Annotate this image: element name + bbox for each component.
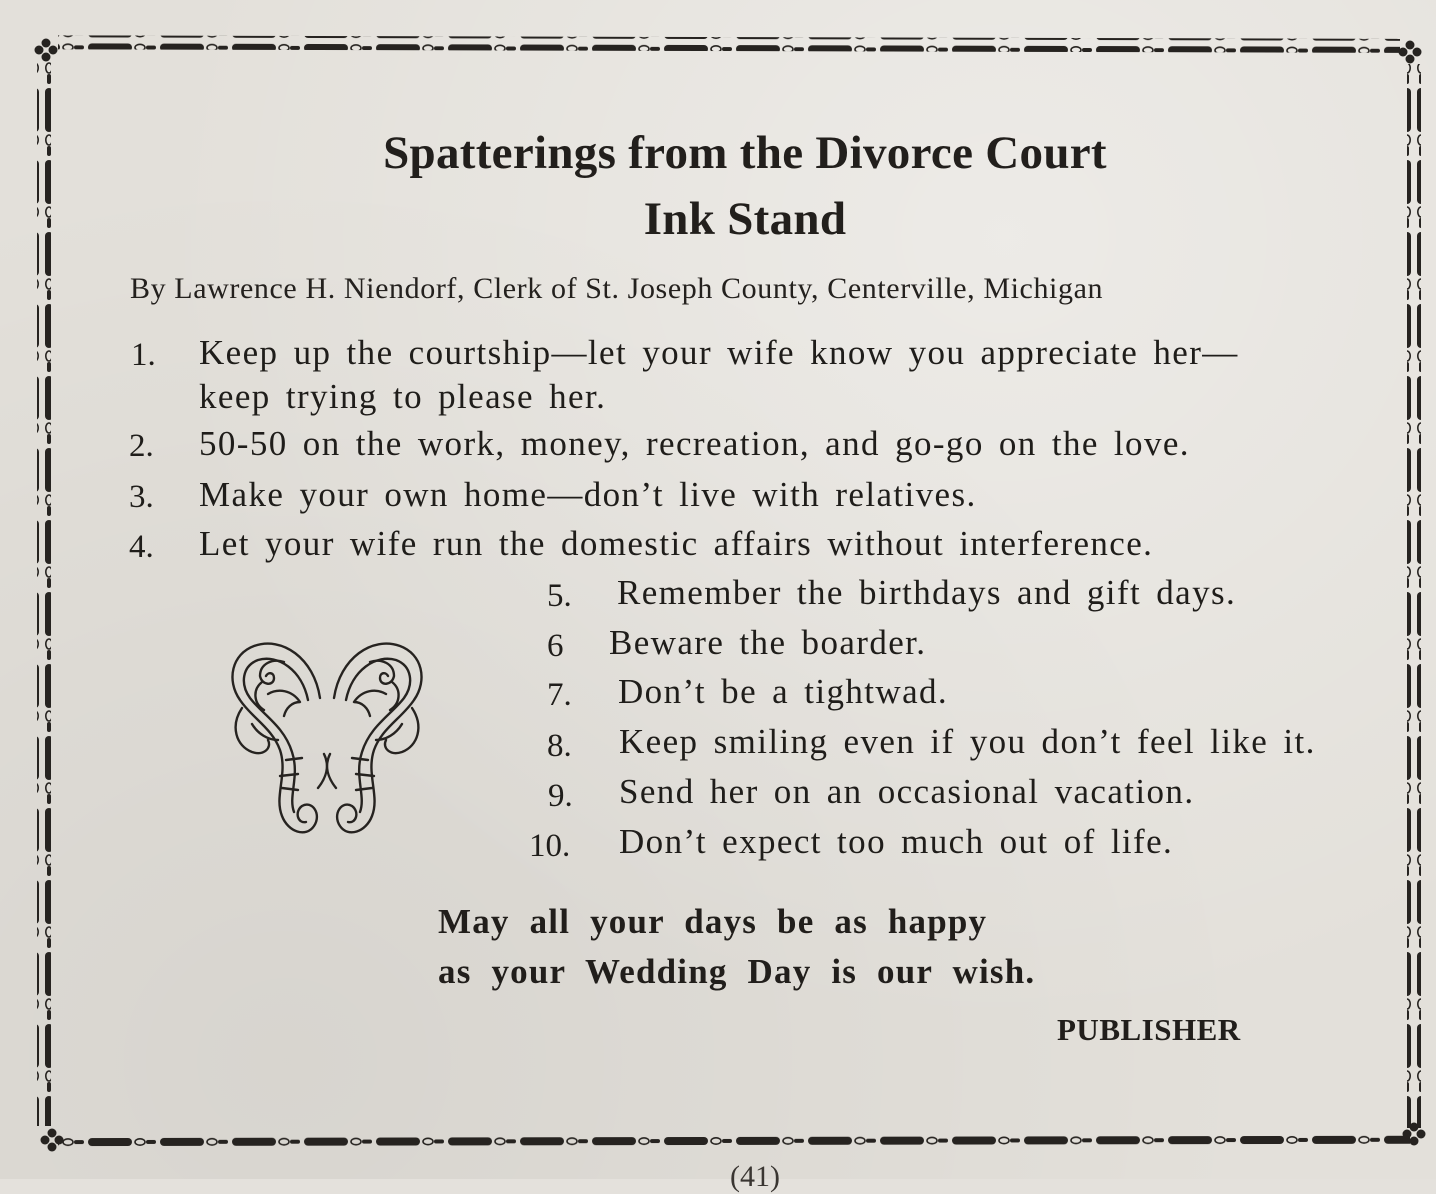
byline: By Lawrence H. Niendorf, Clerk of St. Joseph County, Centerville, Michigan xyxy=(130,272,1104,305)
list-item-text: 50-50 on the work, money, recreation, and go-go on the love. xyxy=(199,424,1190,463)
list-item-text: Keep up the courtship—let your wife know you appreciate her— xyxy=(199,333,1239,372)
list-item-text: Make your own home—don’t live with relatives. xyxy=(199,475,977,514)
title-line-2: Ink Stand xyxy=(643,193,847,245)
list-item-text: Don’t be a tightwad. xyxy=(618,672,949,711)
closing-line-2: as your Wedding Day is our wish. xyxy=(438,952,1036,991)
list-item-text: Send her on an occasional vacation. xyxy=(619,772,1195,811)
item-number: 5. xyxy=(547,578,572,614)
list-item-text: Don’t expect too much out of life. xyxy=(619,822,1174,861)
list-item-text: Let your wife run the domestic affairs without interference. xyxy=(199,524,1154,563)
item-number: 10. xyxy=(529,828,571,864)
list-item-text: Keep smiling even if you don’t feel like it. xyxy=(619,722,1316,761)
list-item-text: keep trying to please her. xyxy=(199,377,607,416)
item-number: 4. xyxy=(129,529,154,565)
item-number: 9. xyxy=(548,778,573,814)
item-number: 8. xyxy=(547,728,572,764)
list-item-text: Remember the birthdays and gift days. xyxy=(617,573,1237,612)
item-number: 3. xyxy=(129,479,154,515)
item-number: 1. xyxy=(131,337,156,373)
title-line-1: Spatterings from the Divorce Court xyxy=(383,127,1107,179)
acanthus-scroll-ornament-icon xyxy=(222,628,432,850)
publisher-signature: PUBLISHER xyxy=(1057,1012,1241,1047)
list-item-text: Beware the boarder. xyxy=(609,623,927,662)
closing-line-1: May all your days be as happy xyxy=(438,902,988,941)
item-number: 2. xyxy=(129,428,154,464)
page-number: (41) xyxy=(730,1160,780,1193)
item-number: 6 xyxy=(547,628,564,664)
item-number: 7. xyxy=(547,677,572,713)
